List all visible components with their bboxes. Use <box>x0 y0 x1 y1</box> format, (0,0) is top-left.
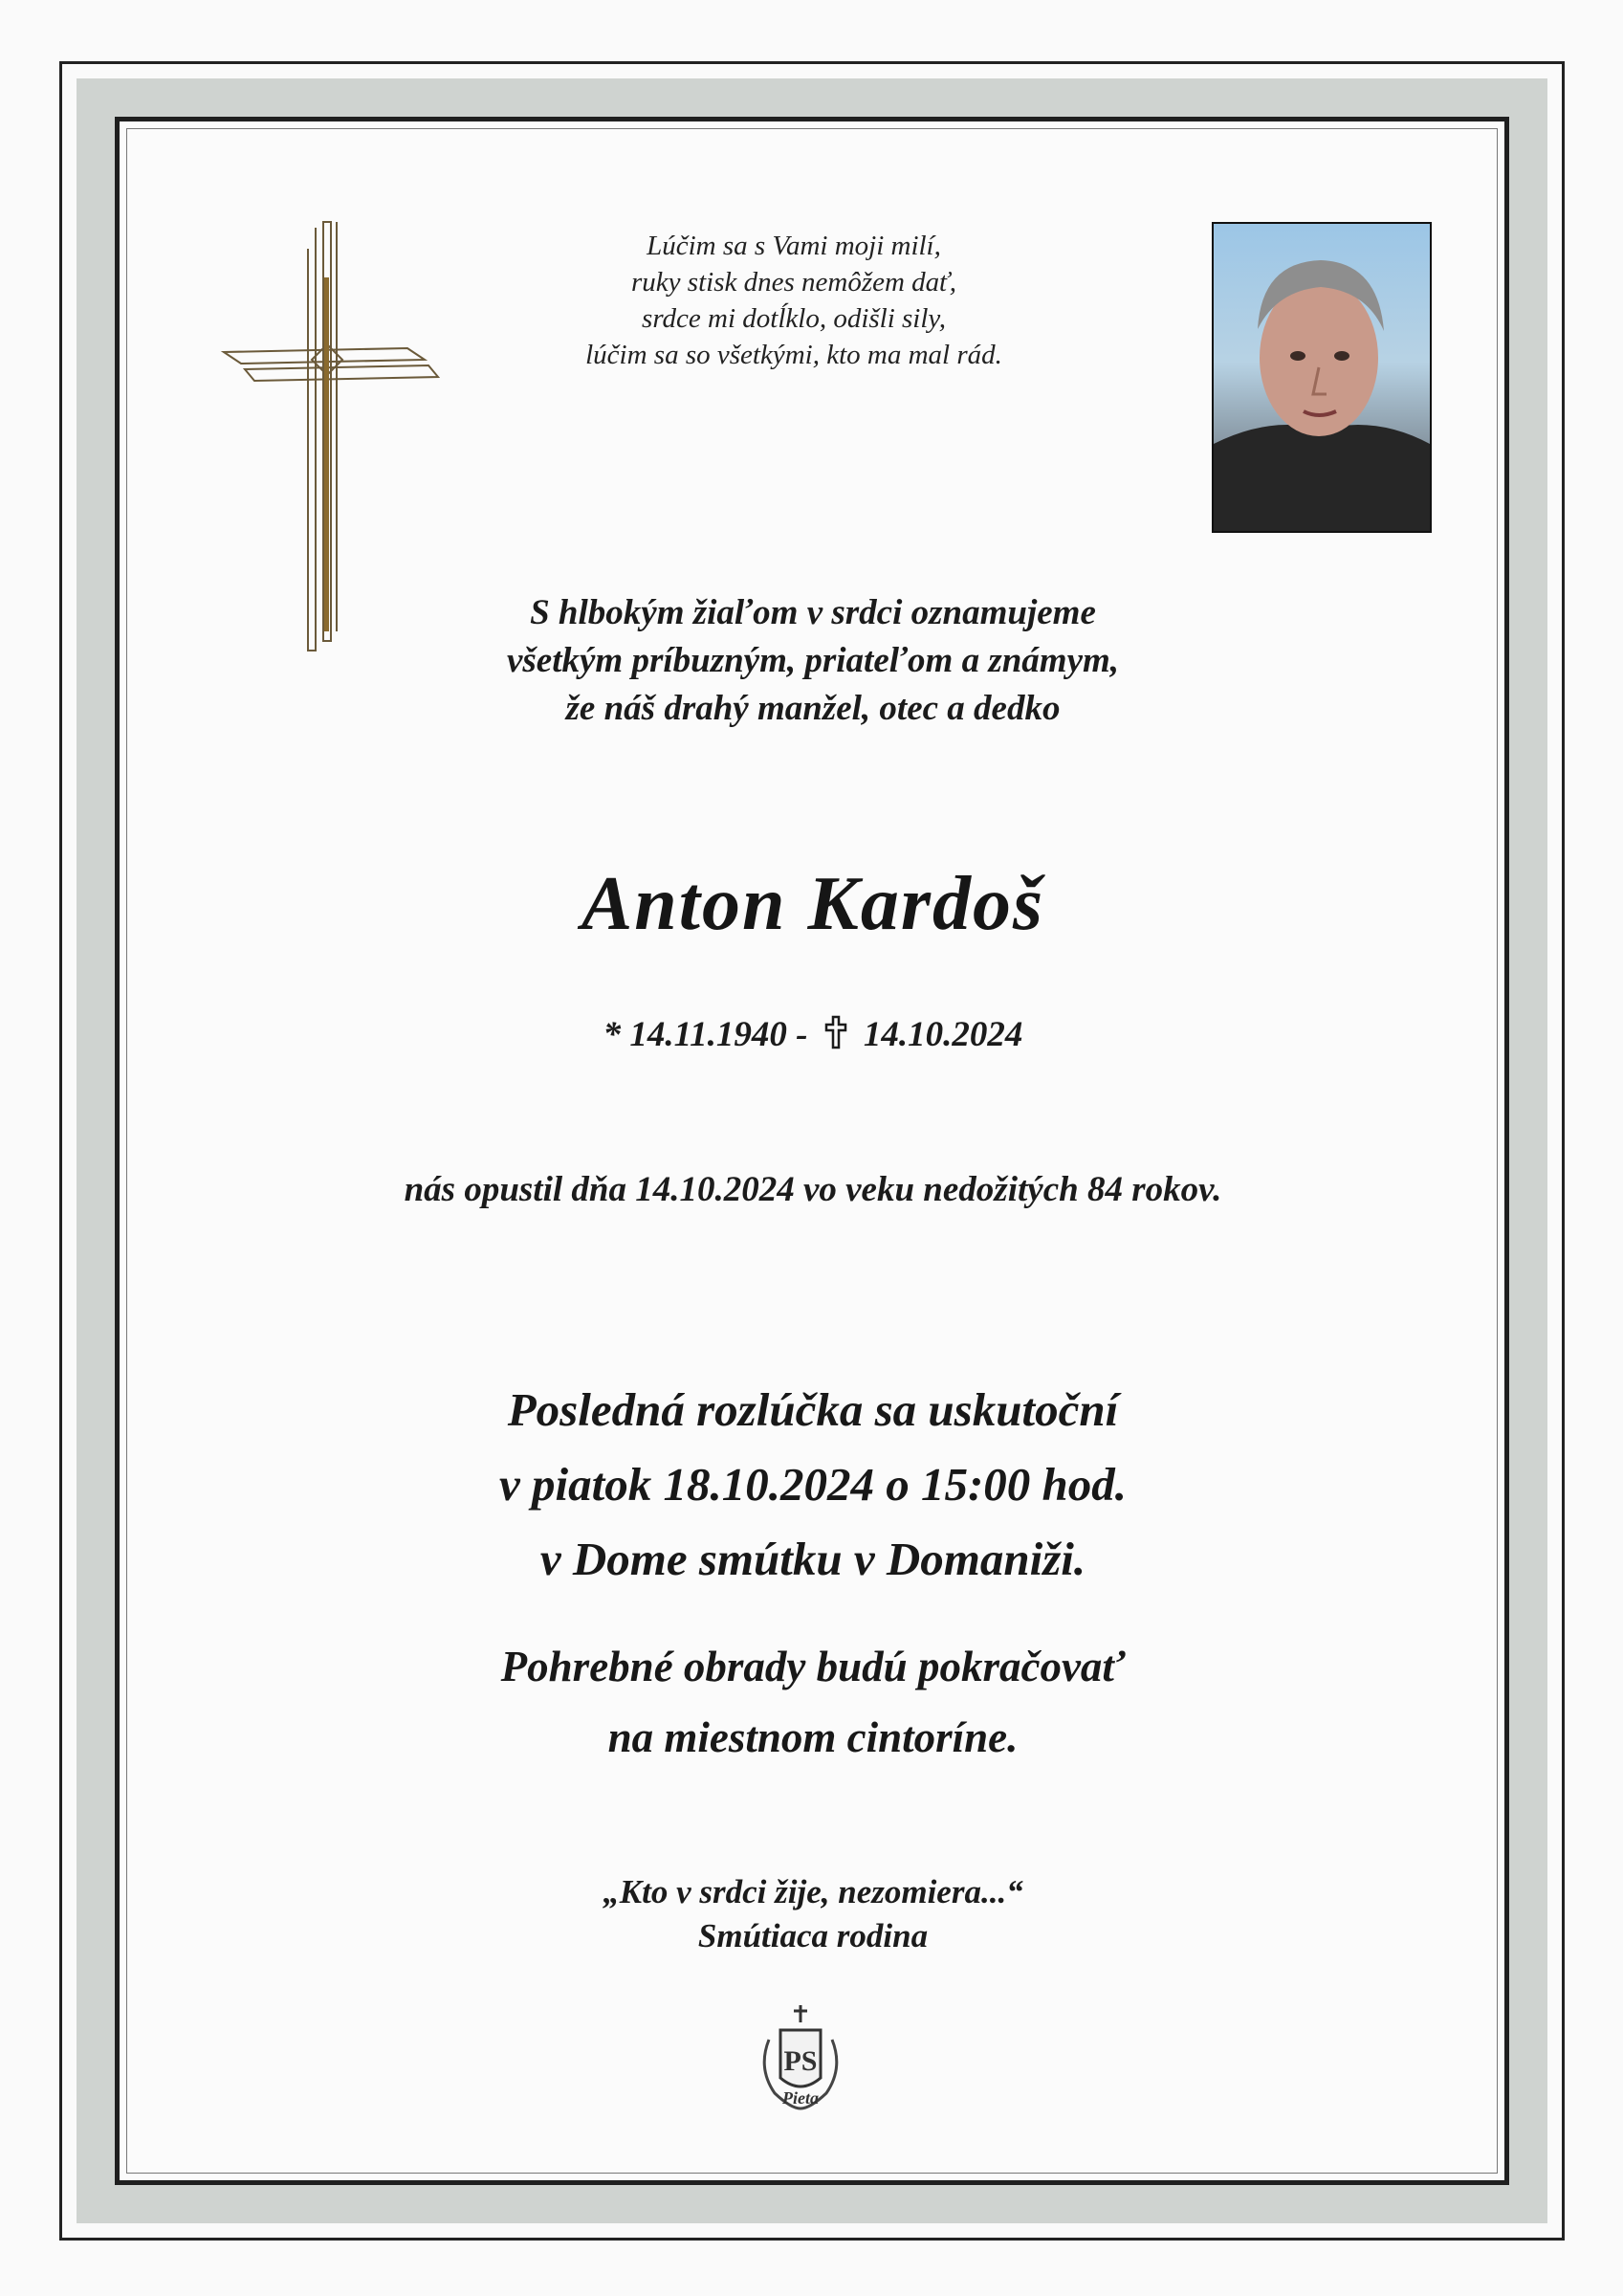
funeral-details <box>287 1373 1339 1597</box>
poem-line: srdce mi dotĺklo, odišli sily, <box>642 303 946 334</box>
funeral-line: Posledná rozlúčka sa uskutoční <box>507 1383 1119 1436</box>
deceased-name: Anton Kardoš <box>581 862 1045 946</box>
intro-line: že náš drahý manžel, otec a dedko <box>565 689 1061 728</box>
poem-line: ruky stisk dnes nemôžem dať, <box>631 267 956 298</box>
funeral-line: v Dome smútku v Domaniži. <box>539 1533 1086 1585</box>
life-dates <box>287 1014 1339 1055</box>
death-cross-icon <box>824 1015 847 1049</box>
poem-line: Lúčim sa s Vami moji milí, <box>647 231 941 261</box>
burial-line: Pohrebné obrady budú pokračovať <box>500 1643 1126 1690</box>
logo-text: Pieta <box>782 2088 819 2108</box>
death-date: 14.10.2024 <box>863 1015 1023 1054</box>
funeral-line: v piatok 18.10.2024 o 15:00 hod. <box>498 1458 1128 1511</box>
announcement-intro <box>287 589 1339 733</box>
burial-line: na miestnom cintoríne. <box>607 1713 1019 1761</box>
closing <box>287 1870 1339 1958</box>
intro-line: všetkým príbuzným, priateľom a známym, <box>506 641 1120 680</box>
signature: Smútiaca rodina <box>697 1917 929 1954</box>
birth-date: * 14.11.1940 - <box>603 1015 808 1054</box>
logo-monogram: PS <box>783 2045 818 2077</box>
death-statement: nás opustil dňa 14.10.2024 vo veku nedožitých 84 rokov. <box>404 1170 1222 1209</box>
portrait-illustration <box>1214 224 1430 531</box>
portrait-photo <box>1212 222 1432 533</box>
closing-quote: „Kto v srdci žije, nezomiera...“ <box>603 1873 1023 1910</box>
burial-details <box>287 1631 1339 1773</box>
intro-line: S hlbokým žiaľom v srdci oznamujeme <box>530 593 1096 632</box>
farewell-poem <box>516 228 1071 373</box>
poem-line: lúčim sa so všetkými, kto ma mal rád. <box>585 340 1002 370</box>
